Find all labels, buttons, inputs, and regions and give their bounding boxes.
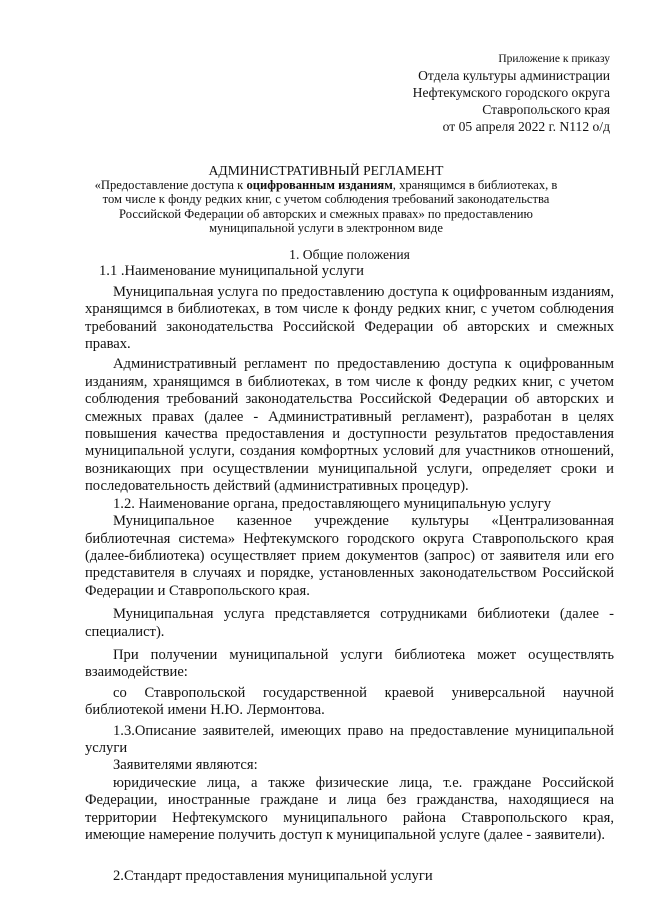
document-body xyxy=(85,246,614,886)
appendix-line-5: от 05 апреля 2022 г. N112 о/д xyxy=(442,119,610,134)
appendix-line-1: Приложение к приказу xyxy=(498,53,610,65)
paragraph: юридические лица, а также физические лица, т.е. граждане Российской Федерации, иностранные граждане и лица без гражданства, находящиеся на территории Нефтекумского муниципального района Ставропольского края, имеющие намерение получить доступ к муниципальной услуге (далее - заявители). xyxy=(85,774,614,843)
appendix-line-3: Нефтекумского городского округа xyxy=(412,85,610,100)
title-subtitle xyxy=(86,178,566,235)
subsection-1-3-heading: 1.3.Описание заявителей, имеющих право на предоставление муниципальной услуги xyxy=(85,722,614,756)
paragraph: Административный регламент по предоставлению доступа к оцифрованным изданиям, хранящимся в библиотеках, в том числе к фонду редких книг, с учетом соблюдения требований законодательства Российской Федерации об авторских и смежных правах (далее - Административный регламент), разработан в целях повышения качества предоставления и доступности результатов предоставления муниципальной услуги, создания комфортных условий для участников отношений, возникающих при осуществлении муниципальной услуги, определяет сроки и последовательность действий (административных процедур). xyxy=(85,356,614,495)
title-sub-after: , хранящимся в библиотеках, в том числе к фонду редких книг, с учетом соблюдения требований законодательства Российской Федерации об авторских и смежных правах» по предоставлению муниципальной услуги в электронном виде xyxy=(102,178,558,235)
title-main: АДМИНИСТРАТИВНЫЙ РЕГЛАМЕНТ xyxy=(208,163,444,178)
document-title xyxy=(86,163,566,235)
appendix-block xyxy=(413,52,610,135)
title-sub-before: «Предоставление доступа к xyxy=(94,178,247,192)
paragraph: Заявителями являются: xyxy=(113,757,258,774)
subsection-1-2-heading: 1.2. Наименование органа, предоставляющего муниципальную услугу xyxy=(113,495,552,512)
section-2-heading: 2.Стандарт предоставления муниципальной услуги xyxy=(113,868,433,885)
paragraph: Муниципальная услуга представляется сотрудниками библиотеки (далее - специалист). xyxy=(85,606,614,640)
subsection-1-1-heading: 1.1 .Наименование муниципальной услуги xyxy=(99,263,364,280)
appendix-line-2: Отдела культуры администрации xyxy=(418,68,610,83)
paragraph: Муниципальная услуга по предоставлению доступа к оцифрованным изданиям, хранящимся в библиотеках, в том числе к фонду редких книг, с учетом соблюдения требований законодательства Российской Федерации об авторских и смежных правах. xyxy=(85,283,614,353)
title-sub-bold: оцифрованным изданиям xyxy=(246,178,393,192)
paragraph: со Ставропольской государственной краевой универсальной научной библиотекой имени Н.Ю. Лермонтова. xyxy=(85,684,614,719)
appendix-line-4: Ставропольского края xyxy=(482,102,610,117)
section-1-heading: 1. Общие положения xyxy=(289,247,410,262)
paragraph: При получении муниципальной услуги библиотека может осуществлять взаимодействие: xyxy=(85,646,614,681)
paragraph: Муниципальное казенное учреждение культуры «Централизованная библиотечная система» Нефтекумского городского округа Ставропольского края (далее-библиотека) осуществляет прием документов (запрос) от заявителя или его представителя в случаях и порядке, установленных законодательством Российской Федерации и Ставропольского края. xyxy=(85,513,614,599)
